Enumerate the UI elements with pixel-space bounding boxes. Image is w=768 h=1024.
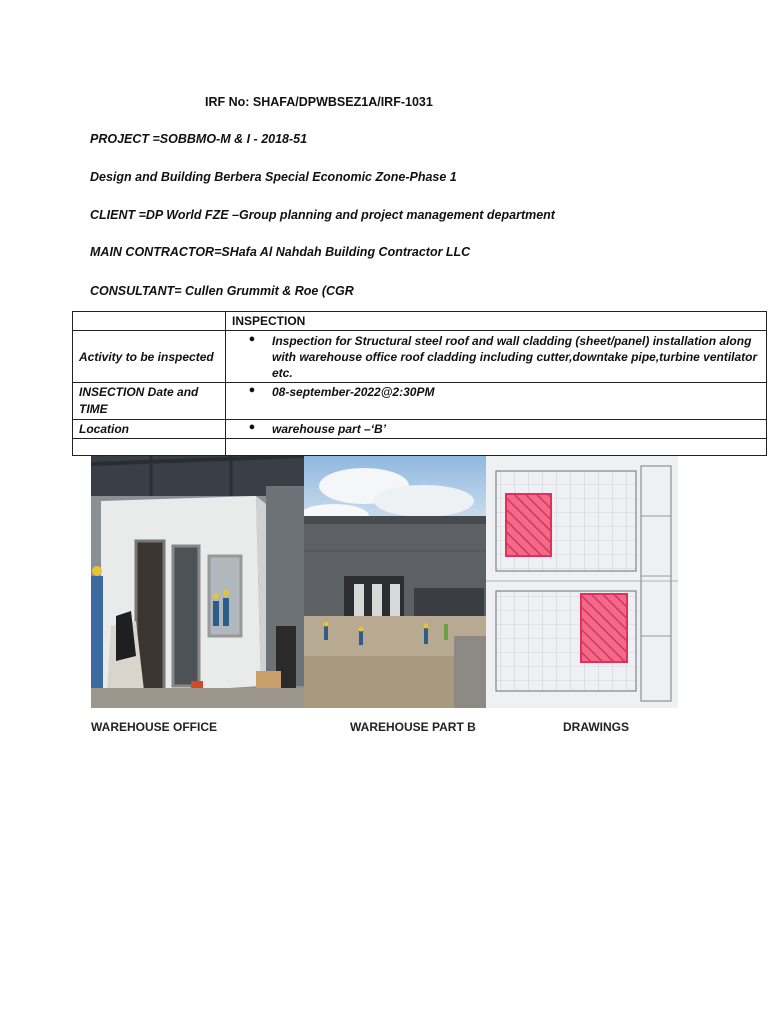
inspection-table	[72, 311, 767, 456]
activity-value: ● Inspection for Structural steel roof and wall cladding (sheet/panel) installation along with warehouse office roof cladding including cutter,downtake pipe,turbine ventilator etc.	[226, 331, 767, 383]
bullet-icon: ●	[248, 421, 256, 433]
location-value: ● warehouse part –‘B’	[226, 420, 767, 439]
drawings-photo	[486, 456, 678, 708]
activity-label: Activity to be inspected	[73, 331, 226, 383]
bullet-icon: ●	[248, 332, 256, 345]
warehouse-part-b-photo	[304, 456, 486, 708]
warehouse-office-photo	[91, 456, 304, 708]
bullet-icon: ●	[248, 384, 256, 396]
project-description: Design and Building Berbera Special Economic Zone-Phase 1	[90, 170, 457, 184]
client-line: CLIENT =DP World FZE –Group planning and project management department	[90, 208, 555, 222]
table-heading: INSPECTION	[226, 312, 767, 331]
empty-cell	[226, 439, 767, 456]
empty-cell	[73, 439, 226, 456]
project-code: PROJECT =SOBBMO-M & I - 2018-51	[90, 132, 308, 146]
main-contractor-line: MAIN CONTRACTOR=SHafa Al Nahdah Building Contractor LLC	[90, 245, 471, 259]
caption-warehouse-office: WAREHOUSE OFFICE	[91, 720, 218, 734]
photo-strip	[91, 456, 678, 708]
location-label: Location	[73, 420, 226, 439]
caption-drawings: DRAWINGS	[563, 720, 629, 734]
date-value: ● 08-september-2022@2:30PM	[226, 383, 767, 420]
caption-warehouse-part-b: WAREHOUSE PART B	[350, 720, 476, 734]
date-label: INSECTION Date and TIME	[73, 383, 226, 420]
table-corner-cell	[73, 312, 226, 331]
consultant-line: CONSULTANT= Cullen Grummit & Roe (CGR	[90, 284, 354, 298]
irf-number: IRF No: SHAFA/DPWBSEZ1A/IRF-1031	[205, 95, 433, 109]
